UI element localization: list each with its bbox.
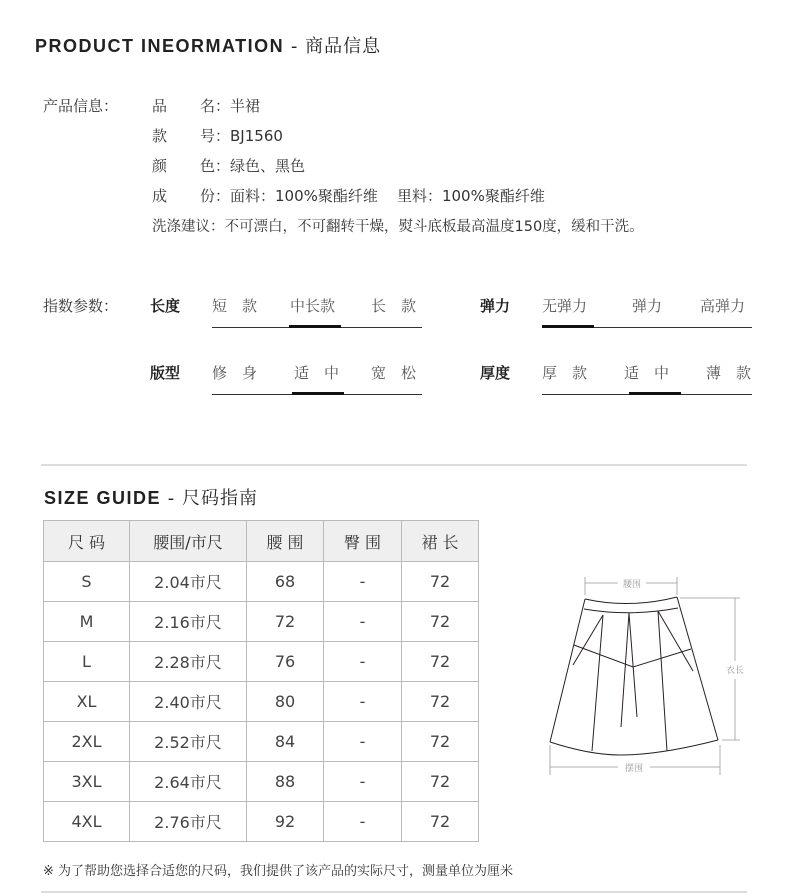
info-value: BJ1560 <box>230 127 283 145</box>
bottom-divider <box>41 891 747 893</box>
table-cell: 80 <box>247 682 324 722</box>
info-key: 颜 <box>152 157 168 175</box>
param-option: 薄 款 <box>706 364 752 382</box>
table-cell: 72 <box>402 802 479 842</box>
info-key-suffix: 名： <box>200 97 231 115</box>
table-cell: 2.40市尺 <box>130 682 247 722</box>
table-cell: 72 <box>402 682 479 722</box>
table-cell: 2.04市尺 <box>130 562 247 602</box>
skirt-diagram <box>530 565 760 780</box>
table-header-row <box>44 521 479 562</box>
size-note: ※ 为了帮助您选择合适您的尺码，我们提供了该产品的实际尺寸，测量单位为厘米 <box>43 864 514 879</box>
column-header: 裙 长 <box>402 521 479 562</box>
info-value: 不可漂白，不可翻转干燥，熨斗底板最高温度150度，缓和干洗。 <box>224 219 644 235</box>
table-cell: 2.16市尺 <box>130 602 247 642</box>
table-cell: 72 <box>247 602 324 642</box>
info-key-suffix: 份： <box>200 187 231 205</box>
param-name-thickness: 厚度 <box>480 364 511 382</box>
skirt-outline <box>550 597 718 755</box>
info-row-color <box>152 155 305 176</box>
table-cell: 92 <box>247 802 324 842</box>
param-selected-marker <box>629 392 681 395</box>
info-row-wash <box>152 215 644 236</box>
param-option: 宽 松 <box>371 364 417 382</box>
table-cell: - <box>324 762 402 802</box>
table-row <box>44 642 479 682</box>
hem-label: 摆围 <box>624 764 644 774</box>
info-value: 绿色、黑色 <box>230 157 306 175</box>
size-guide-title <box>44 484 258 510</box>
param-selected-marker <box>292 392 344 395</box>
param-option: 弹力 <box>632 297 663 315</box>
table-cell: 2XL <box>44 722 130 762</box>
table-row <box>44 802 479 842</box>
info-key-suffix: 色： <box>200 157 231 175</box>
info-key: 洗涤建议： <box>152 219 225 235</box>
table-cell: M <box>44 602 130 642</box>
param-option: 高弹力 <box>700 297 746 315</box>
info-key-suffix: 号： <box>200 127 231 145</box>
table-cell: XL <box>44 682 130 722</box>
table-cell: - <box>324 562 402 602</box>
table-cell: 3XL <box>44 762 130 802</box>
table-cell: - <box>324 682 402 722</box>
title-separator: - <box>161 488 182 509</box>
param-name-fit: 版型 <box>150 364 181 382</box>
table-row <box>44 722 479 762</box>
param-option: 适 中 <box>294 364 340 382</box>
info-row-style-no <box>152 125 283 146</box>
waist-label: 腰围 <box>622 580 642 590</box>
product-info-title-zh: 商品信息 <box>305 36 382 57</box>
table-cell: 72 <box>402 722 479 762</box>
info-value: 半裙 <box>230 97 261 115</box>
table-cell: 2.76市尺 <box>130 802 247 842</box>
table-cell: L <box>44 642 130 682</box>
table-cell: - <box>324 602 402 642</box>
info-value: 面料：100%聚酯纤维 里料：100%聚酯纤维 <box>230 187 545 205</box>
param-option: 长 款 <box>371 297 417 315</box>
table-cell: 68 <box>247 562 324 602</box>
param-option: 适 中 <box>624 364 670 382</box>
table-cell: - <box>324 642 402 682</box>
info-key: 成 <box>152 187 168 205</box>
size-guide-title-zh: 尺码指南 <box>181 488 258 509</box>
table-cell: S <box>44 562 130 602</box>
table-cell: 2.64市尺 <box>130 762 247 802</box>
product-info-title-en: PRODUCT INEORMATION <box>35 36 285 56</box>
table-cell: - <box>324 722 402 762</box>
table-cell: 4XL <box>44 802 130 842</box>
size-table <box>43 520 479 842</box>
product-info-label: 产品信息： <box>43 97 119 115</box>
table-cell: 72 <box>402 642 479 682</box>
column-header: 腰围/市尺 <box>130 521 247 562</box>
size-guide-title-en: SIZE GUIDE <box>44 488 162 508</box>
section-divider <box>41 464 747 466</box>
param-option: 修 身 <box>212 364 258 382</box>
info-row-name <box>152 95 260 116</box>
length-label: 衣长 <box>725 666 745 676</box>
param-name-elasticity: 弹力 <box>480 297 511 315</box>
table-cell: 72 <box>402 602 479 642</box>
table-cell: 88 <box>247 762 324 802</box>
param-option: 短 款 <box>212 297 258 315</box>
table-cell: 2.52市尺 <box>130 722 247 762</box>
info-key: 品 <box>152 97 168 115</box>
column-header: 腰 围 <box>247 521 324 562</box>
column-header: 臀 围 <box>324 521 402 562</box>
info-row-material <box>152 185 545 206</box>
table-cell: 72 <box>402 562 479 602</box>
table-cell: 76 <box>247 642 324 682</box>
param-name-length: 长度 <box>150 297 181 315</box>
table-row <box>44 562 479 602</box>
table-cell: - <box>324 802 402 842</box>
param-selected-marker <box>289 325 341 328</box>
param-option: 无弹力 <box>542 297 588 315</box>
param-option: 中长款 <box>290 297 336 315</box>
product-info-title <box>35 32 381 58</box>
params-label: 指数参数： <box>43 297 119 315</box>
param-selected-marker <box>542 325 594 328</box>
table-cell: 84 <box>247 722 324 762</box>
table-row <box>44 602 479 642</box>
title-separator: - <box>284 36 306 57</box>
info-key: 款 <box>152 127 168 145</box>
param-option: 厚 款 <box>542 364 588 382</box>
column-header: 尺 码 <box>44 521 130 562</box>
table-cell: 72 <box>402 762 479 802</box>
table-row <box>44 762 479 802</box>
table-cell: 2.28市尺 <box>130 642 247 682</box>
table-row <box>44 682 479 722</box>
